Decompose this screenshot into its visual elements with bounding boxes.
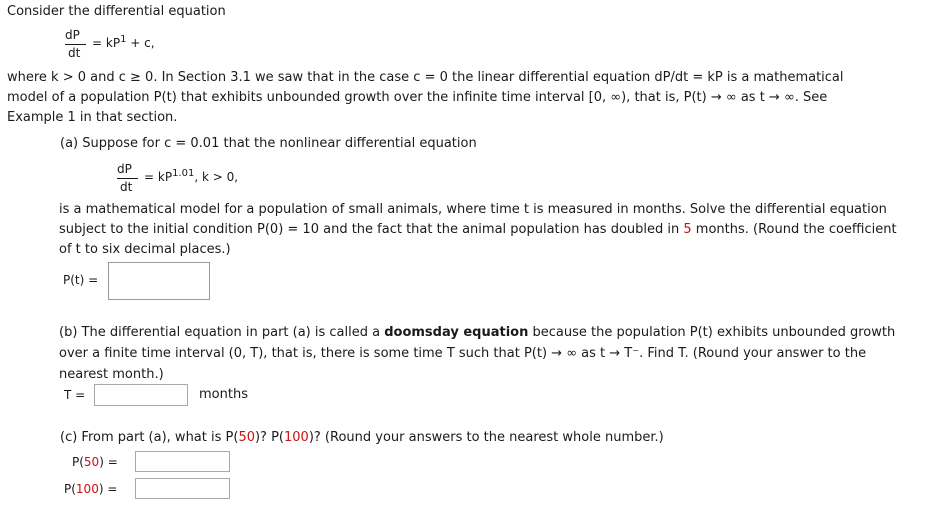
part-a-equation-fraction <box>117 162 141 196</box>
part-a-line-2: subject to the initial condition P(0) = 10 and the fact that the animal population has doubled in 5 months. (Round the coefficient <box>59 222 897 237</box>
part-a-prompt: (a) Suppose for c = 0.01 that the nonlinear differential equation <box>60 136 477 151</box>
intro-line-2: model of a population P(t) that exhibits unbounded growth over the infinite time interval [0, ∞), that is, P(t) → ∞ as t → ∞. See <box>7 90 828 105</box>
intro-equation-rhs: = $kP^1 + c$, <box>92 34 155 50</box>
part-b-answer-input[interactable] <box>94 384 188 406</box>
part-a-line-1: is a mathematical model for a population of small animals, where time t is measured in months. Solve the differential equation <box>59 202 887 217</box>
doomsday-term: doomsday equation <box>384 325 529 340</box>
part-c-p50-label: P(50) = <box>72 455 118 469</box>
intro-line-3: Example 1 in that section. <box>7 110 178 125</box>
part-b-line-2: over a finite time interval (0, T), that is, there is some time T such that P(t) → ∞ as t → T⁻. Find T. (Round your answer to the <box>59 346 867 361</box>
part-a-paragraph <box>59 200 919 260</box>
part-c-p100-input[interactable] <box>135 478 230 499</box>
part-b-unit: months <box>199 387 248 402</box>
intro-eq-denominator: dt <box>68 46 81 60</box>
doubling-months-value: 5 <box>683 222 692 237</box>
part-b-paragraph <box>59 322 921 385</box>
part-a-eq-numerator: dP <box>117 162 132 176</box>
fraction-bar <box>117 178 138 179</box>
part-b-line-3: nearest month.) <box>59 367 164 382</box>
intro-heading: Consider the differential equation <box>7 4 226 19</box>
part-a-answer-label: P(t) = <box>63 273 99 287</box>
intro-line-1: where k > 0 and c ≥ 0. In Section 3.1 we saw that in the case c = 0 the linear differential equation dP/dt = kP is a mathematical <box>7 70 844 85</box>
intro-paragraph <box>7 68 919 128</box>
part-c-question: (c) From part (a), what is P(50)? P(100)? (Round your answers to the nearest whole number.) <box>60 430 664 445</box>
part-b-answer-label: T = <box>64 388 86 402</box>
part-a-eq-denominator: dt <box>120 180 133 194</box>
part-c-p50-input[interactable] <box>135 451 230 472</box>
part-b-line-1: (b) The differential equation in part (a) is called a doomsday equation because the population P(t) exhibits unbounded growth <box>59 325 896 340</box>
part-c-p100-label: P(100) = <box>64 482 118 496</box>
part-a-answer-input[interactable] <box>108 262 210 300</box>
part-a-line-3: of t to six decimal places.) <box>59 242 231 257</box>
part-a-equation-rhs: = $kP^{1.01}$, k > 0, <box>144 168 239 184</box>
intro-equation-fraction <box>65 28 89 62</box>
fraction-bar <box>65 44 86 45</box>
intro-eq-numerator: dP <box>65 28 80 42</box>
